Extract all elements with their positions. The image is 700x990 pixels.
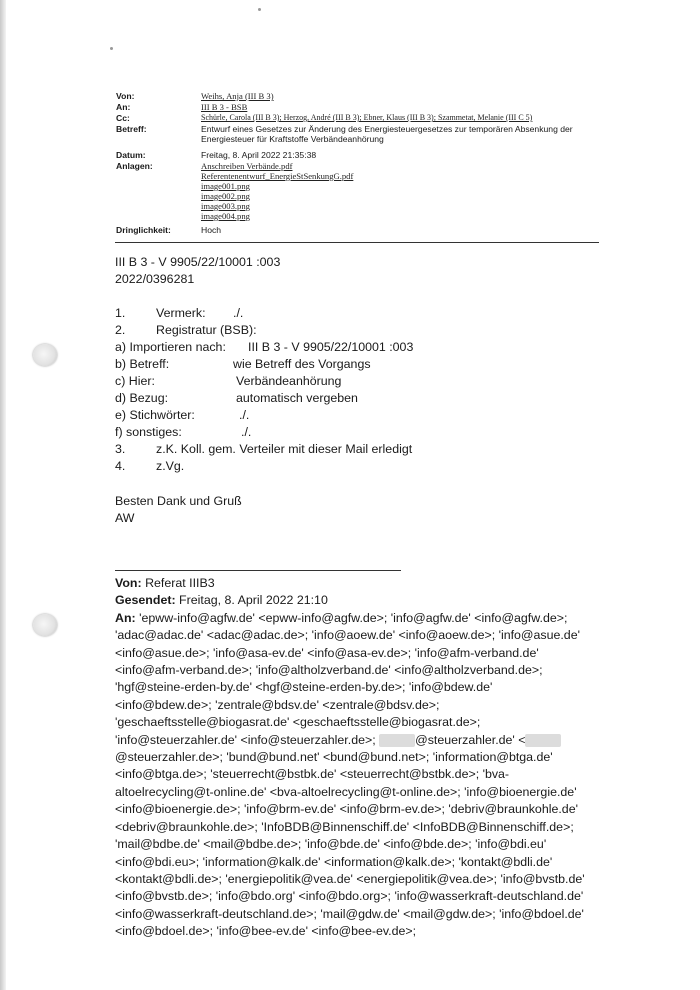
to-label: An: (116, 102, 131, 112)
closing-greeting: Besten Dank und Gruß (115, 494, 242, 508)
attachments-label: Anlagen: (116, 161, 153, 171)
list-item-number: 2. (115, 323, 126, 337)
list-item-label: e) Stichwörter: (115, 408, 195, 422)
attachment-link[interactable]: image001.png (201, 181, 250, 191)
punch-hole-upper (33, 344, 57, 366)
list-item-value: ./. (233, 306, 244, 320)
list-item-number: 3. (115, 442, 126, 456)
attachment-link[interactable]: image003.png (201, 201, 250, 211)
subject-value (201, 124, 601, 144)
punch-hole-lower (33, 614, 57, 636)
list-item-value: ./. (241, 425, 252, 439)
date-value: Freitag, 8. April 2022 21:35:38 (201, 150, 317, 160)
forwarded-message (115, 575, 590, 941)
date-label: Datum: (116, 150, 146, 160)
attachment-link[interactable]: Anschreiben Verbände.pdf (201, 161, 293, 171)
from-value[interactable]: Weihs, Anja (III B 3) (201, 91, 274, 101)
list-item-text: Vermerk: (156, 306, 206, 320)
list-item-label: b) Betreff: (115, 357, 170, 371)
scan-speck (258, 8, 261, 11)
list-item-label: a) Importieren nach: (115, 340, 226, 354)
forward-sent-value: Freitag, 8. April 2022 21:10 (179, 593, 328, 608)
list-item-number: 4. (115, 459, 126, 473)
forward-from-value: Referat IIIB3 (145, 576, 215, 590)
from-label: Von: (116, 91, 135, 101)
forward-from-row (115, 575, 590, 592)
list-item-value: automatisch vergeben (236, 391, 358, 405)
subject-label: Betreff: (116, 124, 147, 134)
page-edge-shadow (0, 0, 6, 990)
list-item-value: wie Betreff des Vorgangs (233, 357, 371, 371)
redacted-block (525, 734, 561, 747)
closing-initials: AW (115, 511, 135, 525)
subject-line-2: Energiesteuer für Kraftstoffe Verbändeanhörung (201, 134, 384, 144)
priority-value: Hoch (201, 225, 222, 235)
forward-from-label: Von: (115, 576, 142, 590)
list-item-text: z.Vg. (156, 459, 185, 473)
forward-divider (115, 570, 401, 571)
list-item-value: ./. (239, 408, 250, 422)
attachment-link[interactable]: image004.png (201, 211, 250, 221)
header-divider (115, 242, 599, 243)
recipient-list-part: @steuerzahler.de' (415, 732, 515, 747)
list-item-number: 1. (115, 306, 126, 320)
document-number: 2022/0396281 (115, 272, 195, 286)
cc-value[interactable]: Schürle, Carola (III B 3); Herzog, André (III B 3); Ebner, Klaus (III B 3); Szammetat, Melanie (III C 5) (201, 113, 533, 122)
priority-label: Dringlichkeit: (116, 225, 171, 235)
list-item-value: Verbändeanhörung (236, 374, 342, 388)
forward-sent-label: Gesendet: (115, 593, 176, 608)
list-item-label: d) Bezug: (115, 391, 169, 405)
list-item-text: z.K. Koll. gem. Verteiler mit dieser Mail erledigt (156, 442, 413, 456)
cc-label: Cc: (116, 113, 130, 123)
scan-speck (110, 47, 113, 50)
list-item-label: c) Hier: (115, 374, 155, 388)
redacted-block (379, 734, 415, 747)
reference-number: III B 3 - V 9905/22/10001 :003 (115, 255, 281, 269)
subject-line-1: Entwurf eines Gesetzes zur Änderung des Energiesteuergesetzes zur temporären Absenkung der (201, 124, 573, 134)
recipient-list-part: 'epww-info@agfw.de' <epww-info@agfw.de>; 'info@agfw.de' <info@agfw.de>; 'adac@adac.de' <adac@adac.de>; 'info@aoew.de' <info@aoew.de>; 'info@asue.de' <info@asue.de>; 'info@asa-ev.de' <info@asa-ev.de>; 'info@afm-verband.de' <info@afm-verband.de>; 'info@altholzverband.de' <info@altholzverband.de>; 'hgf@steine-erden-by.de' <hgf@steine-erden-by.de>; 'info@bdew.de' <info@bdew.de>; 'zentrale@bdsv.de' <zentrale@bdsv.de>; 'geschaeftsstelle@biogasrat.de' <geschaeftsstelle@biogasrat.de>; 'info@steuerzahler.de' <info@steuerzahler.de>; (115, 610, 580, 747)
attachment-link[interactable]: Referentenentwurf_EnergieStSenkungG.pdf (201, 171, 354, 181)
list-item-value: III B 3 - V 9905/22/10001 :003 (248, 340, 414, 354)
list-item-text: Registratur (BSB): (156, 323, 257, 337)
forward-sent-row (115, 592, 590, 609)
recipient-list-part: @steuerzahler.de>; 'bund@bund.net' <bund@bund.net>; 'information@btga.de' <info@btga.de>; 'steuerrecht@bstbk.de' <steuerrecht@bstbk.de>; 'bva-altoelrecycling@t-online.de' <bva-altoelrecycling@t-online.de>; 'info@bioenergie.de' <info@bioenergie.de>; 'info@brm-ev.de' <info@brm-ev.de>; 'debriv@braunkohle.de' <debriv@braunkohle.de>; 'InfoBDB@Binnenschiff.de' <InfoBDB@Binnenschiff.de>; 'mail@bdbe.de' <mail@bdbe.de>; 'info@bde.de' <info@bde.de>; 'info@bdi.eu' <info@bdi.eu>; 'information@kalk.de' <information@kalk.de>; 'kontakt@bdli.de' <kontakt@bdli.de>; 'energiepolitik@vea.de' <energiepolitik@vea.de>; 'info@bvstb.de' <info@bvstb.de>; 'info@bdo.org' <info@bdo.org>; 'info@wasserkraft-deutschland.de' <info@wasserkraft-deutschland.de>; 'mail@gdw.de' <mail@gdw.de>; 'info@bdoel.de' <info@bdoel.de>; 'info@bee-ev.de' <info@bee-ev.de>; (115, 750, 585, 939)
attachment-link[interactable]: image002.png (201, 191, 250, 201)
forward-to-row (115, 610, 590, 941)
attachments-list (201, 161, 601, 221)
to-value[interactable]: III B 3 - BSB (201, 102, 248, 112)
list-item-label: f) sonstiges: (115, 425, 182, 439)
recipient-list-part: < (518, 732, 526, 747)
forward-to-label: An: (115, 610, 136, 625)
